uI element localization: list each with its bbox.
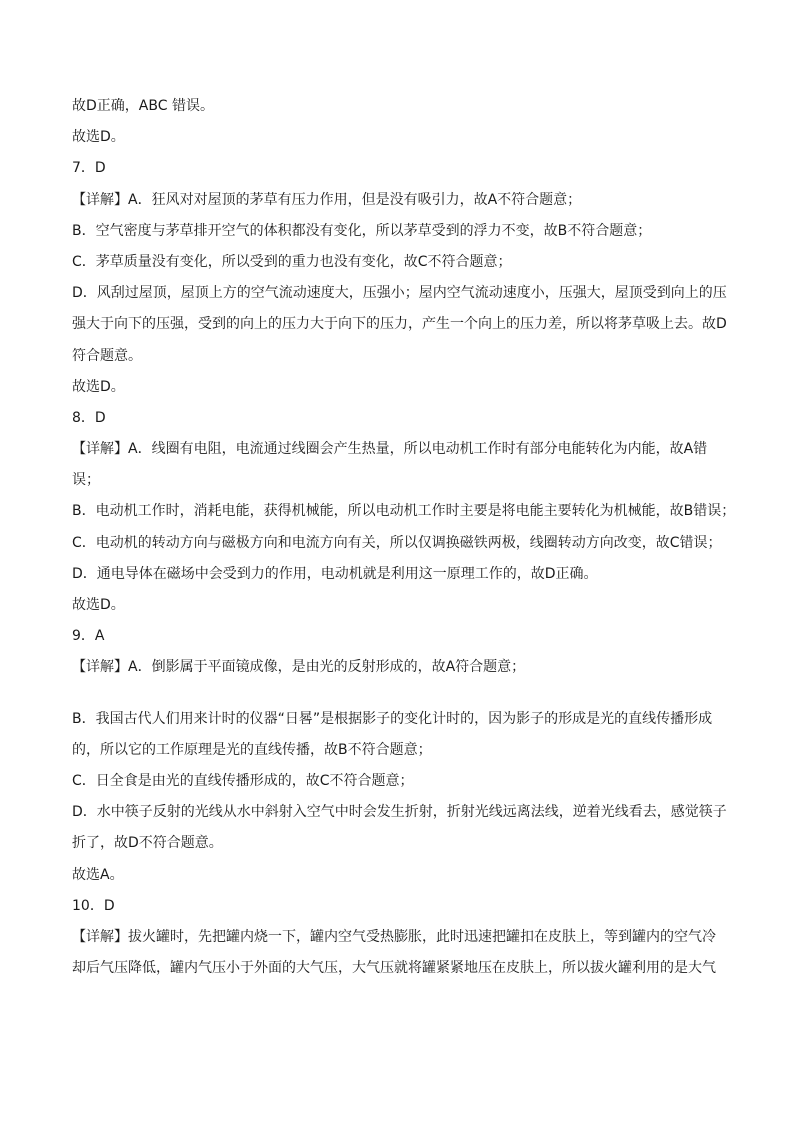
text-line: 【详解】A．狂风对对屋顶的茅草有压力作用，但是没有吸引力，故A不符合题意； bbox=[72, 191, 582, 208]
text-line: 故D正确，ABC 错误。 bbox=[72, 98, 214, 114]
text-line: 故选D。 bbox=[72, 129, 125, 146]
text-line: 符合题意。 bbox=[72, 347, 142, 364]
text-line: D．水中筷子反射的光线从水中斜射入空气中时会发生折射，折射光线远离法线，逆着光线看去，感觉筷子 bbox=[72, 804, 727, 821]
text-line: 故选A。 bbox=[72, 866, 124, 883]
paragraph-gap bbox=[72, 690, 724, 710]
text-line: C．茅草质量没有变化，所以受到的重力也没有变化，故C不符合题意； bbox=[72, 253, 512, 270]
question-number: 10．D bbox=[72, 897, 115, 914]
question-number: 7．D bbox=[72, 160, 106, 177]
text-line: 【详解】A．线圈有电阻，电流通过线圈会产生热量，所以电动机工作时有部分电能转化为内能，故A错 bbox=[72, 441, 708, 458]
text-line: B．电动机工作时，消耗电能，获得机械能，所以电动机工作时主要是将电能主要转化为机械能，故B错误； bbox=[72, 503, 736, 520]
text-line: B．我国古代人们用来计时的仪器“日晷”是根据影子的变化计时的，因为影子的形成是光的直线传播形成 bbox=[72, 710, 713, 727]
text-line: 却后气压降低，罐内气压小于外面的大气压，大气压就将罐紧紧地压在皮肤上，所以拔火罐利用的是大气 bbox=[72, 960, 716, 977]
text-line: 【详解】A．倒影属于平面镜成像，是由光的反射形成的，故A符合题意； bbox=[72, 659, 526, 676]
text-line: 故选D。 bbox=[72, 378, 125, 395]
text-line: C．电动机的转动方向与磁极方向和电流方向有关，所以仅调换磁铁两极，线圈转动方向改变，故C错误； bbox=[72, 534, 722, 551]
question-number: 8．D bbox=[72, 409, 106, 426]
text-line: C．日全食是由光的直线传播形成的，故C不符合题意； bbox=[72, 772, 414, 789]
text-line: D．通电导体在磁场中会受到力的作用，电动机就是利用这一原理工作的，故D正确。 bbox=[72, 565, 598, 582]
text-line: 【详解】拔火罐时，先把罐内烧一下，罐内空气受热膨胀，此时迅速把罐扣在皮肤上，等到罐内的空气冷 bbox=[72, 928, 716, 945]
text-line: 的，所以它的工作原理是光的直线传播，故B不符合题意； bbox=[72, 741, 432, 758]
text-line: D．风刮过屋顶，屋顶上方的空气流动速度大，压强小；屋内空气流动速度小，压强大，屋顶受到向上的压 bbox=[72, 285, 727, 302]
question-number: 9．A bbox=[72, 628, 105, 645]
document-page bbox=[72, 97, 736, 990]
text-line: 强大于向下的压强，受到的向上的压力大于向下的压力，产生一个向上的压力差，所以将茅草吸上去。故D bbox=[72, 316, 727, 333]
text-line: 误； bbox=[72, 472, 100, 489]
text-line: 折了，故D不符合题意。 bbox=[72, 835, 223, 852]
text-line: 故选D。 bbox=[72, 597, 125, 613]
text-line: B．空气密度与茅草排开空气的体积都没有变化，所以茅草受到的浮力不变，故B不符合题意； bbox=[72, 222, 652, 239]
